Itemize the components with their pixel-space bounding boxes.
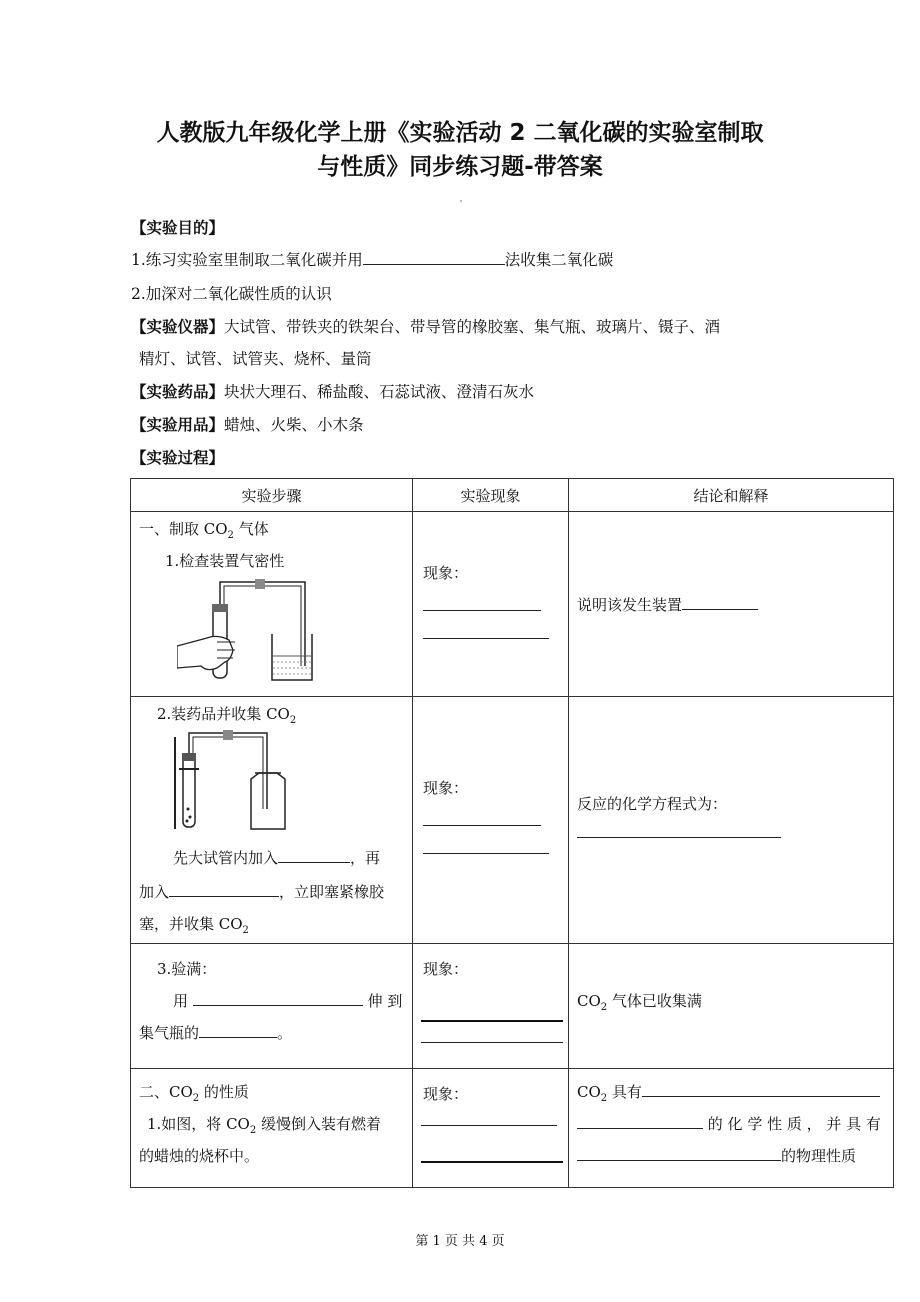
row4-text-line2: 的蜡烛的烧杯中。	[139, 1147, 260, 1165]
instruments-line1: 【实验仪器】大试管、带铁夹的铁架台、带导管的橡胶塞、集气瓶、玻璃片、镊子、酒	[131, 318, 721, 336]
row4-phenomenon-label: 现象：	[423, 1085, 469, 1103]
row4-conclusion-cell	[569, 1069, 894, 1188]
table-header-row	[131, 479, 894, 512]
row2-blank-marble[interactable]	[278, 848, 350, 863]
row4-conclusion-line2: 的 化 学 性 质 ， 并 具 有	[577, 1113, 881, 1134]
table-row	[131, 944, 894, 1069]
row3-phenomenon-label: 现象：	[423, 960, 469, 978]
row1-section-title: 一、制取 $CO_2$ 气体	[139, 520, 269, 541]
row4-blank-chem-prop-cont[interactable]	[577, 1114, 703, 1129]
row2-text-line1: 先大试管内加入 ，再	[173, 849, 381, 867]
instruments-heading: 【实验仪器】	[131, 318, 225, 336]
airtightness-apparatus-figure	[177, 576, 313, 688]
row1-conclusion-cell	[569, 512, 894, 697]
row1-conclusion-blank[interactable]	[682, 595, 758, 610]
purpose-item-1: 1.练习实验室里制取二氧化碳并用 法收集二氧化碳	[131, 251, 614, 269]
table-row	[131, 1069, 894, 1188]
row1-phenomenon-blank-1[interactable]	[423, 610, 541, 611]
row2-equation-blank[interactable]	[577, 837, 781, 838]
row2-phenomenon-blank-2[interactable]	[423, 853, 549, 854]
document-title-line2: 与性质》同步练习题-带答案	[317, 154, 603, 180]
table-row	[131, 697, 894, 944]
row4-step-cell	[131, 1069, 413, 1188]
reagents-line: 【实验药品】块状大理石、稀盐酸、石蕊试液、澄清石灰水	[131, 383, 535, 401]
row1-phenomenon-label: 现象：	[423, 564, 469, 582]
stray-dot	[460, 200, 462, 202]
purpose-item-2: 2.加深对二氧化碳性质的认识	[131, 285, 332, 303]
row3-blank-tool[interactable]	[193, 991, 363, 1006]
row2-text-line2: 加入 ，立即塞紧橡胶	[139, 883, 385, 901]
row1-phenomenon-blank-2[interactable]	[423, 638, 549, 639]
row3-phenomenon-blank-2[interactable]	[421, 1042, 563, 1043]
experiment-table	[130, 478, 894, 1188]
header-steps: 实验步骤	[131, 479, 413, 512]
header-phenomena: 实验现象	[413, 479, 569, 512]
row4-blank-chem-prop[interactable]	[642, 1082, 880, 1097]
row3-step-label: 3.验满：	[157, 960, 217, 978]
row3-blank-position[interactable]	[199, 1023, 277, 1038]
row3-conclusion-cell	[569, 944, 894, 1069]
row3-phenomenon-cell	[413, 944, 569, 1069]
purpose-heading: 【实验目的】	[131, 219, 225, 237]
document-title-line1: 人教版九年级化学上册《实验活动 2 二氧化碳的实验室制取	[156, 120, 764, 146]
table-row	[131, 512, 894, 697]
row3-step-cell	[131, 944, 413, 1069]
reagents-heading: 【实验药品】	[131, 383, 225, 401]
row4-conclusion-line3: 的物理性质	[577, 1145, 856, 1166]
page-footer: 第 1 页 共 4 页	[415, 1234, 505, 1249]
row4-text-line1: 1.如图，将 $CO_2$ 缓慢倒入装有燃着	[147, 1115, 382, 1136]
row4-conclusion-line1: $CO_2$ 具有	[577, 1081, 880, 1104]
row2-text-line3: 塞，并收集 $CO_2$	[139, 915, 249, 936]
row4-phenomenon-cell	[413, 1069, 569, 1188]
header-conclusion: 结论和解释	[569, 479, 894, 512]
row2-blank-acid[interactable]	[169, 882, 279, 897]
row1-conclusion-text: 说明该发生装置	[577, 594, 758, 615]
row3-phenomenon-blank-1[interactable]	[421, 1020, 563, 1022]
row1-step-cell	[131, 512, 413, 697]
row4-blank-phys-prop[interactable]	[577, 1146, 781, 1161]
row2-conclusion-text: 反应的化学方程式为：	[577, 795, 728, 813]
row2-step-cell	[131, 697, 413, 944]
row1-phenomenon-cell	[413, 512, 569, 697]
supplies-line: 【实验用品】蜡烛、火柴、小木条	[131, 416, 364, 434]
row3-text-line2: 集气瓶的 。	[139, 1024, 293, 1042]
supplies-heading: 【实验用品】	[131, 416, 225, 434]
row2-phenomenon-blank-1[interactable]	[423, 825, 541, 826]
row1-step-label: 1.检查装置气密性	[165, 552, 285, 570]
row2-conclusion-cell	[569, 697, 894, 944]
collection-apparatus-figure	[171, 729, 289, 831]
process-heading: 【实验过程】	[131, 449, 225, 467]
row3-text-line1: 用 伸 到	[173, 992, 403, 1010]
row2-step-label: 2.装药品并收集 $CO_2$	[157, 705, 297, 726]
blank-collect-method[interactable]	[363, 250, 505, 265]
row4-phenomenon-blank-2[interactable]	[421, 1161, 563, 1163]
row2-phenomenon-label: 现象：	[423, 779, 469, 797]
row2-phenomenon-cell	[413, 697, 569, 944]
row3-conclusion-text: $CO_2$ 气体已收集满	[577, 992, 702, 1013]
instruments-line2: 精灯、试管、试管夹、烧杯、量筒	[139, 350, 372, 368]
row4-section-title: 二、$CO_2$ 的性质	[139, 1083, 249, 1104]
row4-phenomenon-blank-1[interactable]	[421, 1125, 557, 1126]
